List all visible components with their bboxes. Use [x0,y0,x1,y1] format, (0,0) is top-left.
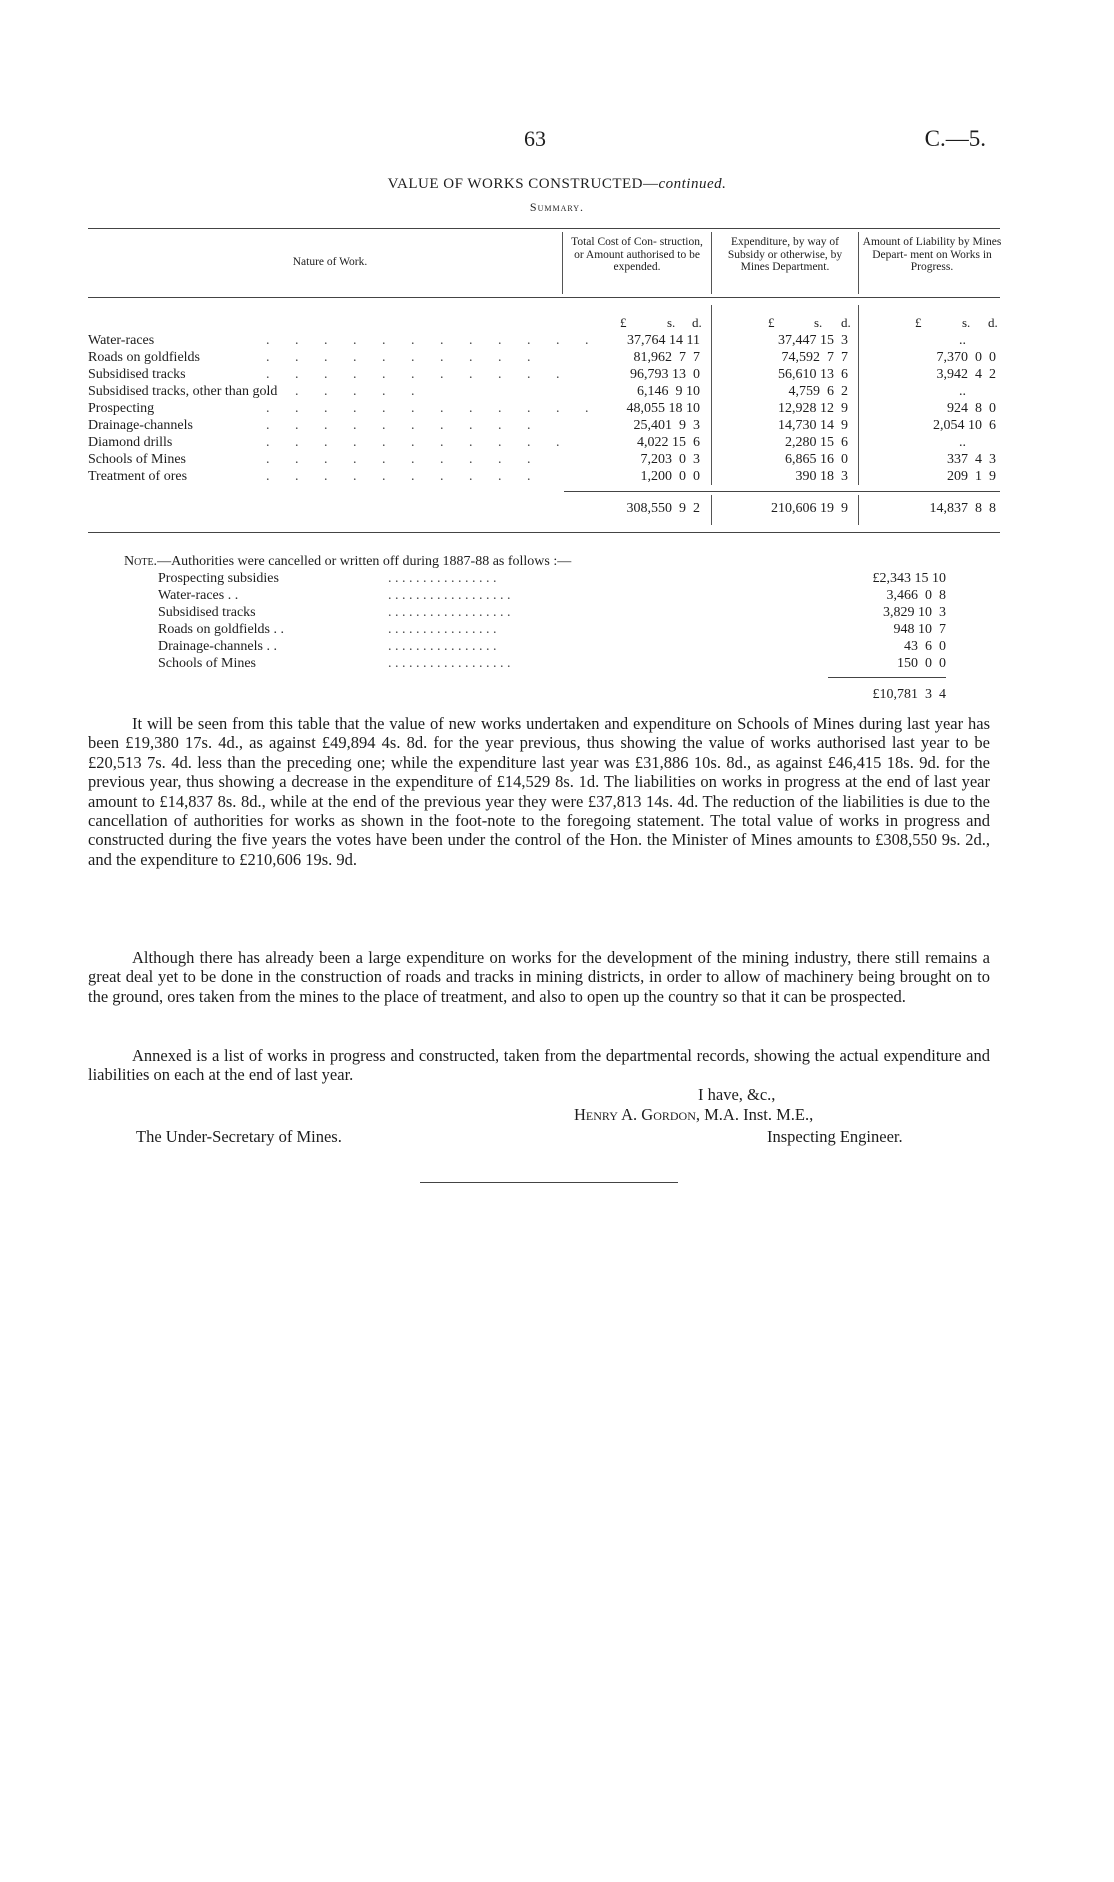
cell-expenditure: 4,759 6 2 [788,384,848,399]
cell-liability: 209 1 9 [947,469,996,484]
page-number: 63 [524,126,546,151]
expenditure-sum: 210,606 19 9 [771,501,848,516]
row-label-dots: . . . . . . . . . . [266,350,542,365]
note-item-amount: £2,343 15 10 [872,571,946,586]
note-item-dots: . . . . . . . . . . . . . . . . [388,639,497,654]
column-header-expenditure: Expenditure, by way of Subsidy or otherwise, by Mines Department. [727,236,843,273]
totals-rule [564,491,1000,492]
row-label-text: Treatment of ores [88,469,188,484]
row-label-text: Drainage-channels [88,418,193,433]
unit-pounds: £ [768,315,775,330]
table-row-label [88,468,548,485]
table-subtitle: Summary. [529,200,585,214]
column-divider [858,232,859,294]
paragraph-development: Although there has already been a large expenditure on works for the development of the mining industry, there still remains a great deal yet to be done in the construction of roads and tracks in mining districts, in order to allow of machinery being brought on to the ground, ores taken from the mines to the place of treatment, and also to open up the country so that it can be prospected. [88,948,990,1006]
unit-pounds: £ [620,315,627,330]
note-total-rule [828,677,946,678]
column-header-total-cost: Total Cost of Con- struction, or Amount authorised to be expended. [571,236,703,273]
closing-rule [420,1182,678,1183]
cell-total: 6,146 9 10 [637,384,700,399]
unit-shillings: s. [667,315,676,330]
note-item-dots: . . . . . . . . . . . . . . . . [388,571,497,586]
row-label-text: Subsidised tracks [88,367,186,382]
cell-expenditure: 12,928 12 9 [778,401,848,416]
table-title-continued: continued. [658,176,727,192]
signature-closing: I have, &c., [698,1085,776,1104]
signature-title: Inspecting Engineer. [767,1127,903,1146]
row-label-text: Water-races [88,333,155,348]
cell-expenditure: 2,280 15 6 [785,435,848,450]
cell-total: 81,962 7 7 [633,350,700,365]
table-row-label [88,349,548,366]
note-item-amount: 3,829 10 3 [883,605,946,620]
column-divider [858,495,859,525]
cell-liability: .. [959,333,966,348]
cell-liability: .. [959,384,966,399]
signature-addressee: The Under-Secretary of Mines. [136,1127,342,1146]
cell-liability: .. [959,435,966,450]
paragraph-summary: It will be seen from this table that the value of new works undertaken and expenditure on Schools of Mines during last year has been £19,380 17s. 4d., as against £49,894 4s. 8d. for the year previous, thus showing the value of works authorised last year to be £20,513 7s. 4d. less than the preceding one; while the expenditure last year was £31,886 10s. 8d., as against £46,415 18s. 9d. for the previous year, thus showing a decrease in the expenditure of £14,529 8s. 1d. The liabilities on works in progress at the end of last year amount to £14,837 8s. 8d., while at the end of the previous year they were £37,813 14s. 4d. The reduction of the liabilities is due to the cancellation of authorities for works as shown in the foot-note to the foregoing statement. The total value of works in progress and constructed during the five years the votes have been under the control of the Hon. the Minister of Mines amounts to £308,550 9s. 2d., and the expenditure to £210,606 19s. 9d. [88,714,990,869]
document-reference: C.—5. [924,126,986,151]
unit-pounds: £ [915,315,922,330]
note-item-dots: . . . . . . . . . . . . . . . . . . [388,588,511,603]
cell-total: 25,401 9 3 [633,418,700,433]
column-divider [858,305,859,485]
row-label-text: Prospecting [88,401,155,416]
table-row-label [88,383,548,400]
table-title [0,176,1114,193]
table-title-main: VALUE OF WORKS CONSTRUCTED— [387,176,659,192]
cell-liability: 337 4 3 [947,452,996,467]
unit-shillings: s. [962,315,971,330]
column-header-liability: Amount of Liability by Mines Depart- ment on Works in Progress. [862,236,1002,273]
column-divider [711,495,712,525]
table-header-rule [88,297,1000,298]
note-item-label: Prospecting subsidies [158,571,279,586]
cell-total: 4,022 15 6 [637,435,700,450]
signature-credentials: M.A. Inst. M.E., [704,1105,814,1124]
column-divider [711,232,712,294]
row-label-dots: . . . . . . . . . . [266,418,542,433]
column-header-nature: Nature of Work. [292,256,368,268]
liability-sum: 14,837 8 8 [929,501,996,516]
paragraph-annexed: Annexed is a list of works in progress and constructed, taken from the departmental records, showing the actual expenditure and liabilities on each at the end of last year. [88,1046,990,1085]
table-row-label [88,451,548,468]
row-label-dots: . . . . . . . . . . . . [266,401,600,416]
table-top-rule [88,228,1000,229]
total-cost-sum: 308,550 9 2 [626,501,700,516]
row-label-dots: . . . . . . . . . . [266,469,542,484]
cell-liability: 3,942 4 2 [936,367,996,382]
table-row-label [88,366,571,383]
note-item-dots: . . . . . . . . . . . . . . . . [388,622,497,637]
row-label-text: Roads on goldfields [88,350,200,365]
unit-pence: d. [988,315,998,330]
cell-liability: 924 8 0 [947,401,996,416]
column-divider [711,305,712,485]
note-total: £10,781 3 4 [872,687,946,702]
cell-total: 48,055 18 10 [626,401,700,416]
row-label-text: Subsidised tracks, other than gold [88,384,278,399]
table-bottom-rule [88,532,1000,533]
note-item-amount: 150 0 0 [897,656,946,671]
note-item-label: Schools of Mines [158,656,256,671]
cell-expenditure: 6,865 16 0 [785,452,848,467]
cell-liability: 7,370 0 0 [936,350,996,365]
row-label-text: Diamond drills [88,435,173,450]
row-label-dots: . . . . . . . . . . . [266,367,571,382]
note-item-dots: . . . . . . . . . . . . . . . . . . [388,656,511,671]
note-heading [124,553,571,570]
unit-pence: d. [692,315,702,330]
cell-total: 7,203 0 3 [640,452,700,467]
table-row-label [88,400,600,417]
row-label-dots: . . . . . . . . . . . . [266,333,600,348]
row-label-text: Schools of Mines [88,452,186,467]
note-item-label: Water-races . . [158,588,239,603]
note-item-amount: 948 10 7 [893,622,946,637]
cell-expenditure: 74,592 7 7 [781,350,848,365]
note-item-amount: 3,466 0 8 [886,588,946,603]
note-item-amount: 43 6 0 [904,639,946,654]
table-row-label [88,332,600,349]
row-label-dots: . . . . . . . . . . . [266,435,571,450]
cell-total: 1,200 0 0 [640,469,700,484]
cell-total: 37,764 14 11 [627,333,700,348]
unit-pence: d. [841,315,851,330]
unit-shillings: s. [814,315,823,330]
signature-name-line [574,1105,813,1125]
table-row-label [88,417,548,434]
note-item-label: Subsidised tracks [158,605,256,620]
cell-expenditure: 37,447 15 3 [778,333,848,348]
row-label-dots: . . . . . . . . . . [266,452,542,467]
cell-expenditure: 56,610 13 6 [778,367,848,382]
note-intro: —Authorities were cancelled or written off during 1887-88 as follows :— [157,554,572,569]
note-item-label: Drainage-channels . . [158,639,277,654]
cell-expenditure: 14,730 14 9 [778,418,848,433]
column-divider [562,232,563,294]
row-label-dots: . . . . . . [266,384,426,399]
note-item-label: Roads on goldfields . . [158,622,284,637]
note-item-dots: . . . . . . . . . . . . . . . . . . [388,605,511,620]
cell-expenditure: 390 18 3 [795,469,848,484]
note-label: Note. [124,554,158,569]
cell-liability: 2,054 10 6 [933,418,996,433]
table-row-label [88,434,571,451]
signature-name: Henry A. Gordon, [574,1105,701,1124]
cell-total: 96,793 13 0 [630,367,700,382]
